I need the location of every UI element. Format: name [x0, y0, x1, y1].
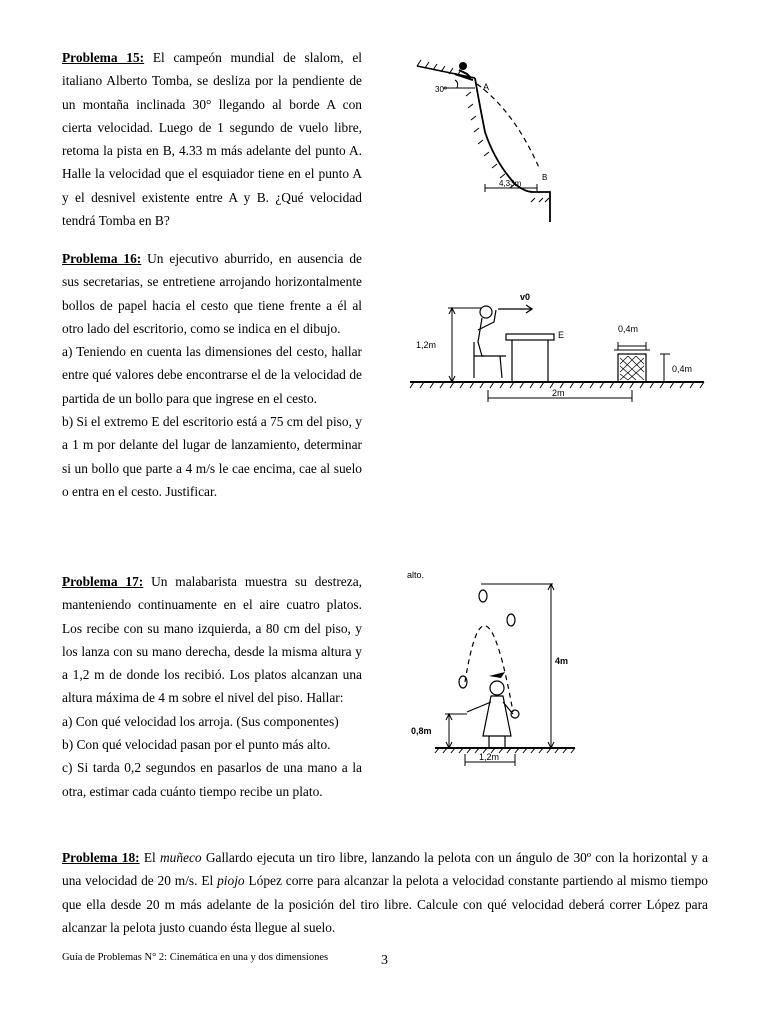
problem-18-text-1: El	[143, 850, 156, 865]
point-b-label: B	[542, 173, 548, 182]
height-4m-label: 4m	[555, 656, 569, 666]
footer-guide-title: Guía de Problemas N° 2: Cinemática en una y dos dimensiones	[62, 952, 329, 963]
distance-2m-label: 2m	[552, 388, 565, 398]
figure-juggler	[405, 566, 585, 776]
problem-15-label: Problema 15:	[62, 50, 145, 65]
edge-label: E	[558, 330, 565, 340]
basket-width-label: 0,4m	[618, 324, 639, 334]
executive-icon	[474, 306, 506, 378]
problem-17-label: Problema 17:	[62, 574, 144, 589]
problem-18-label: Problema 18:	[62, 850, 140, 865]
height-label: 1,2m	[416, 340, 437, 350]
problem-15	[62, 46, 362, 232]
problem-16-b: b) Si el extremo E del escritorio está a 75 cm del piso, y a 1 m por delante del lugar de lanzamiento, determinar si un bollo que parte a 4 m/s le cae encima, cae al suelo o entra en el cesto. Justificar.	[62, 414, 362, 499]
distance-label: 4,33m	[499, 179, 522, 188]
problem-17	[62, 570, 362, 803]
problem-18-text-2: Gallardo ejecuta un tiro libre, lanzando la pelota con un ángulo de 30º con la horizontal y a una velocidad de 20 m/s. El	[62, 850, 708, 889]
problem-17-c: c) Si tarda 0,2 segundos en pasarlos de una mano a la otra, estimar cada cuánto tiempo recibe un plato.	[62, 760, 362, 799]
problem-17-b: b) Con qué velocidad pasan por el punto más alto.	[62, 737, 331, 753]
problem-17-text: Un malabarista muestra su destreza, manteniendo continuamente en el aire cuatro platos. Los recibe con su mano izquierda, a 80 cm del piso, y los lanza con su mano derecha, desde la misma altura y a 1,2 m de donde los recibió. Los platos alcanzan una altura máxima de 4 m sobre el nivel del piso. Hallar:	[62, 574, 362, 706]
fragment-text: alto.	[407, 570, 425, 580]
problem-18-text-3: López corre para alcanzar la pelota a velocidad constante partiendo al mismo tiempo que ella desde 20 m más adelante de la posición del tiro libre. Calcule con qué velocidad deberá correr López para alcanzar la pelota justo cuando ésta llegue al suelo.	[62, 873, 708, 935]
problem-16-label: Problema 16:	[62, 251, 142, 266]
problem-18	[62, 846, 708, 939]
skier-icon	[455, 62, 473, 80]
point-a-label: A	[483, 82, 490, 92]
problem-16-text: Un ejecutivo aburrido, en ausencia de sus secretarias, se entretiene arrojando horizontalmente bollos de papel hacia el cesto que tiene frente a él al otro lado del escritorio, como se indica en el dibujo.	[62, 251, 362, 336]
problem-15-text: El campeón mundial de slalom, el italiano Alberto Tomba, se desliza por la pendiente de un montaña inclinada 30° llegando al borde A con cierta velocidad. Luego de 1 segundo de vuelo libre, retoma la pista en B, 4.33 m más adelante del punto A. Halle la velocidad que el esquiador tiene en el punto A y el desnivel existente entre A y B. ¿Qué velocidad tendrá Tomba en B?	[62, 50, 362, 229]
separation-label: 1,2m	[479, 752, 500, 762]
problem-16	[62, 247, 362, 503]
figure-executive-desk	[408, 282, 708, 410]
figure-skier-slope	[415, 52, 575, 222]
velocity-label: v0	[520, 292, 531, 302]
nickname-muneco: muñeco	[159, 850, 202, 865]
juggler-icon	[467, 672, 519, 748]
problem-17-a: a) Con qué velocidad los arroja. (Sus componentes)	[62, 713, 339, 729]
nickname-piojo: piojo	[217, 873, 245, 889]
page-number: 3	[381, 953, 388, 968]
hand-height-label: 0,8m	[411, 726, 432, 736]
angle-label: 30º	[435, 85, 447, 94]
basket-height-label: 0,4m	[672, 364, 693, 374]
problem-16-a: a) Teniendo en cuenta las dimensiones del cesto, hallar entre qué valores debe encontrarse el de la velocidad de partida de un bollo para que ingrese en el cesto.	[62, 344, 362, 406]
